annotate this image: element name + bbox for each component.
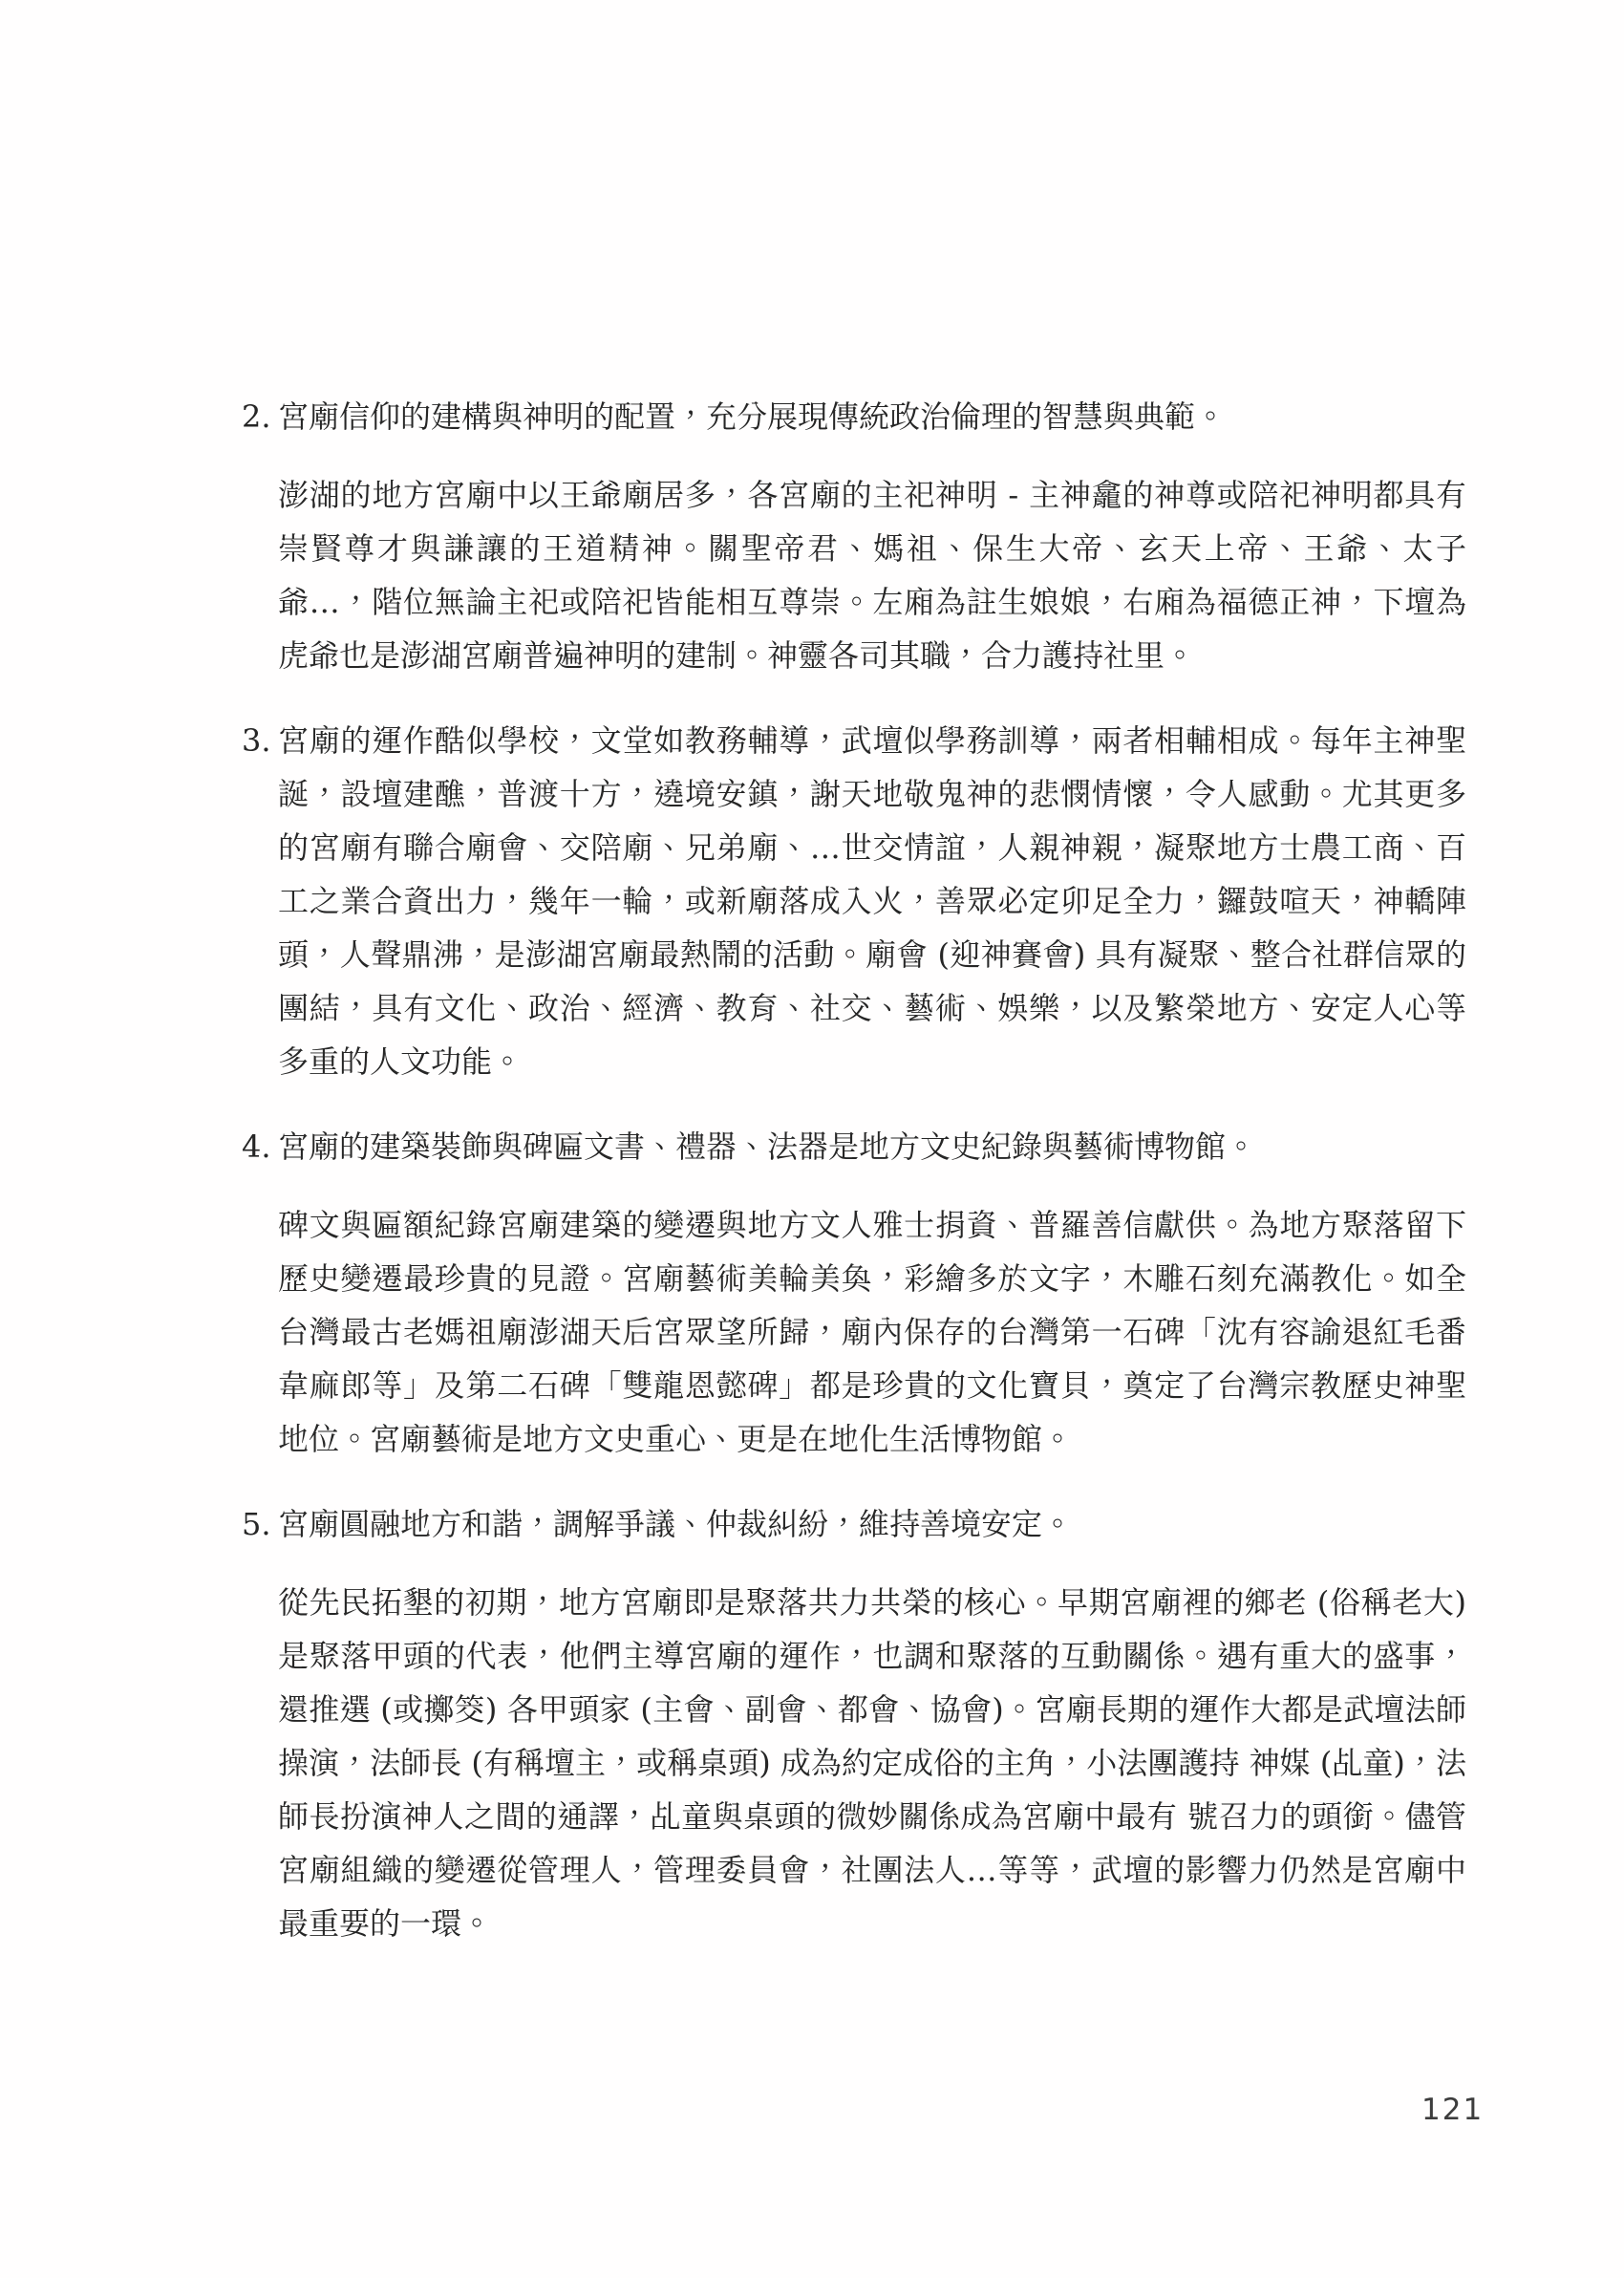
- list-item-4: [242, 1120, 1466, 1466]
- list-item-2: [242, 390, 1466, 682]
- list-item-5: [242, 1497, 1466, 1950]
- list-item-body: 宮廟的運作酷似學校，文堂如教務輔導，武壇似學務訓導，兩者相輔相成。每年主神聖誕，設壇建醮，普渡十方，遶境安鎮，謝天地敬鬼神的悲憫情懷，令人感動。尤其更多的宮廟有聯合廟會、交陪廟、兄弟廟、…世交情誼，人親神親，凝聚地方士農工商、百工之業合資出力，幾年一輪，或新廟落成入火，善眾必定卯足全力，鑼鼓喧天，神轎陣頭，人聲鼎沸，是澎湖宮廟最熱鬧的活動。廟會 (迎神賽會) 具有凝聚、整合社群信眾的團結，具有文化、政治、經濟、教育、社交、藝術、娛樂，以及繁榮地方、安定人心等多重的人文功能。: [278, 722, 1466, 1080]
- list-item-number: 3.: [242, 722, 271, 759]
- list-item-number: 4.: [242, 1128, 271, 1165]
- list-item-heading: 宮廟信仰的建構與神明的配置，充分展現傳統政治倫理的智慧與典範。: [278, 398, 1227, 435]
- page-number: 121: [1421, 2093, 1485, 2127]
- list-item-number: 2.: [242, 398, 271, 435]
- list-item-paragraph: 從先民拓墾的初期，地方宮廟即是聚落共力共榮的核心。早期宮廟裡的鄉老 (俗稱老大) 是聚落甲頭的代表，他們主導宮廟的運作，也調和聚落的互動關係。遇有重大的盛事，還推選 (或擲筊) 各甲頭家 (主會、副會、都會、協會)。宮廟長期的運作大都是武壇法師操演，法師長 (有稱壇主，或稱桌頭) 成為約定成俗的主角，小法團護持 神媒 (乩童)，法師長扮演神人之間的通譯，乩童與桌頭的微妙關係成為宮廟中最有 號召力的頭銜。儘管宮廟組織的變遷從管理人，管理委員會，社團法人…等等，武壇的影響力仍然是宮廟中最重要的一環。: [278, 1584, 1466, 1942]
- list-item-paragraph: 碑文與匾額紀錄宮廟建築的變遷與地方文人雅士捐資、普羅善信獻供。為地方聚落留下歷史變遷最珍貴的見證。宮廟藝術美輪美奐，彩繪多於文字，木雕石刻充滿教化。如全台灣最古老媽祖廟澎湖天后宮眾望所歸，廟內保存的台灣第一石碑「沈有容諭退紅毛番韋麻郎等」及第二石碑「雙龍恩懿碑」都是珍貴的文化寶貝，奠定了台灣宗教歷史神聖地位。宮廟藝術是地方文史重心、更是在地化生活博物館。: [278, 1207, 1466, 1457]
- list-item-paragraph: 澎湖的地方宮廟中以王爺廟居多，各宮廟的主祀神明 - 主神龕的神尊或陪祀神明都具有崇賢尊才與謙讓的王道精神。關聖帝君、媽祖、保生大帝、玄天上帝、王爺、太子爺…，階位無論主祀或陪祀皆能相互尊崇。左廂為註生娘娘，右廂為福德正神，下壇為虎爺也是澎湖宮廟普遍神明的建制。神靈各司其職，合力護持社里。: [278, 477, 1466, 674]
- list-item-number: 5.: [242, 1506, 271, 1542]
- page-content: [242, 390, 1466, 1950]
- list-item-3: [242, 714, 1466, 1088]
- list-item-heading: 宮廟的建築裝飾與碑匾文書、禮器、法器是地方文史紀錄與藝術博物館。: [278, 1128, 1257, 1165]
- list-item-heading: 宮廟圓融地方和諧，調解爭議、仲裁糾紛，維持善境安定。: [278, 1506, 1074, 1542]
